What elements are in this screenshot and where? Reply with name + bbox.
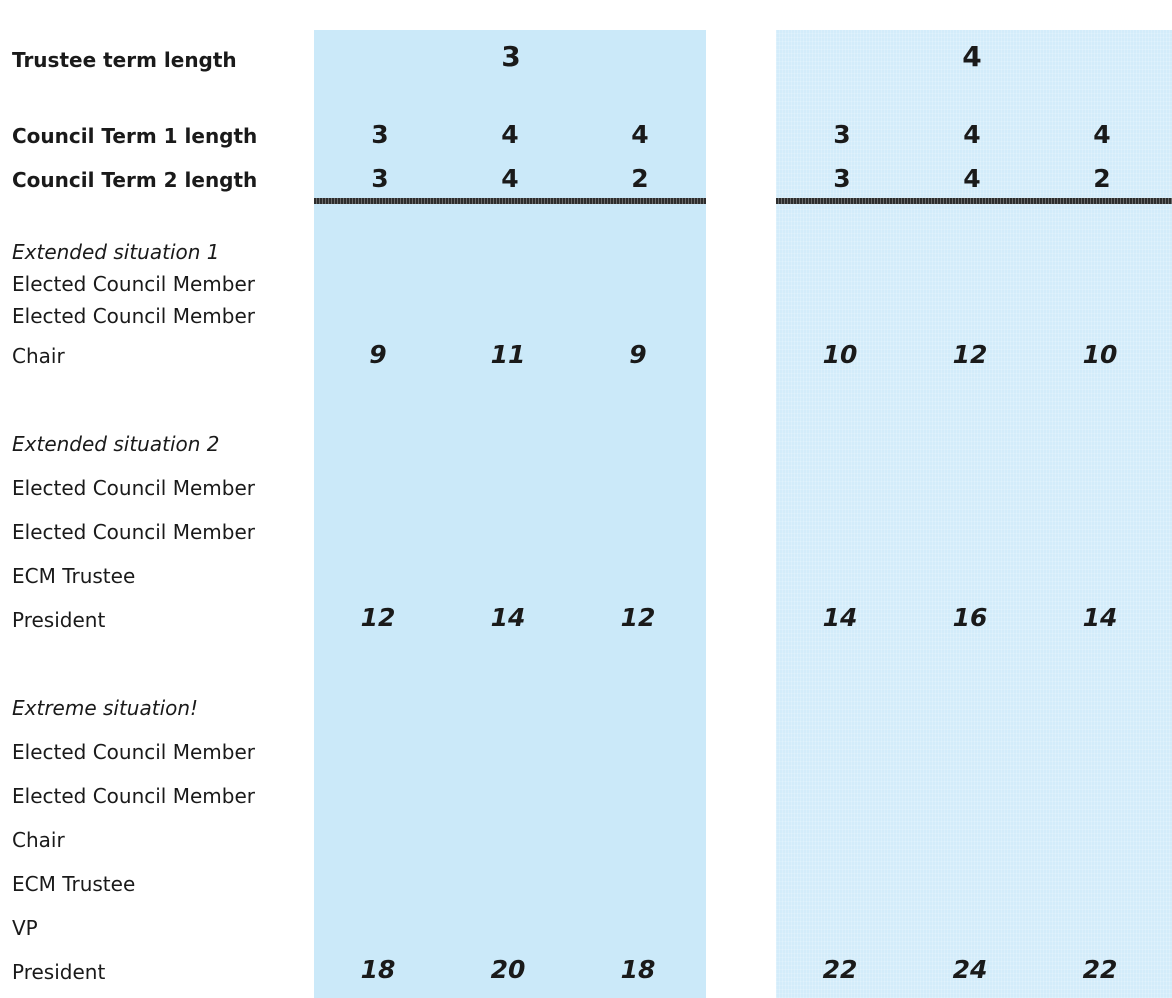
council-term2-label: Council Term 2 length (12, 168, 258, 192)
extreme-situation-total: 24 (952, 955, 988, 984)
council-term2-value: 3 (371, 164, 389, 193)
extended-situation-2-role: Elected Council Member (12, 520, 255, 544)
header-separator (314, 198, 706, 204)
council-term1-value: 4 (501, 120, 519, 149)
trustee-term-value: 4 (962, 40, 982, 73)
trustee-term-label: Trustee term length (12, 48, 237, 72)
council-term2-value: 2 (1093, 164, 1111, 193)
council-term1-value: 4 (963, 120, 981, 149)
council-term2-value: 3 (833, 164, 851, 193)
council-term2-value: 4 (963, 164, 981, 193)
extended-situation-2-role: ECM Trustee (12, 564, 136, 588)
extreme-situation-total: 18 (620, 955, 656, 984)
extreme-situation-title: Extreme situation! (12, 696, 199, 720)
extended-situation-1-total: 11 (490, 340, 526, 369)
extended-situation-1-role: Elected Council Member (12, 304, 255, 328)
extreme-situation-total: 18 (360, 955, 396, 984)
extreme-situation-role: Elected Council Member (12, 784, 255, 808)
extended-situation-1-total: 10 (822, 340, 858, 369)
council-term1-value: 3 (833, 120, 851, 149)
extreme-situation-role: ECM Trustee (12, 872, 136, 896)
extended-situation-1-total: 12 (952, 340, 988, 369)
extended-situation-1-role: Chair (12, 344, 65, 368)
extended-situation-1-total: 9 (629, 340, 647, 369)
council-term1-value: 4 (631, 120, 649, 149)
extended-situation-1-total: 9 (369, 340, 387, 369)
council-term1-value: 3 (371, 120, 389, 149)
extended-situation-1-title: Extended situation 1 (12, 240, 220, 264)
header-separator (776, 198, 1172, 204)
extended-situation-2-total: 14 (490, 603, 526, 632)
extended-situation-1-total: 10 (1082, 340, 1118, 369)
council-term2-value: 2 (631, 164, 649, 193)
extreme-situation-role: VP (12, 916, 38, 940)
extreme-situation-role: Chair (12, 828, 65, 852)
trustee-term-value: 3 (501, 40, 521, 73)
council-term2-value: 4 (501, 164, 519, 193)
extended-situation-2-role: Elected Council Member (12, 476, 255, 500)
extreme-situation-role: President (12, 960, 106, 984)
extreme-situation-total: 22 (822, 955, 858, 984)
extended-situation-2-total: 12 (620, 603, 656, 632)
extended-situation-2-total: 14 (822, 603, 858, 632)
extended-situation-2-total: 12 (360, 603, 396, 632)
extended-situation-1-role: Elected Council Member (12, 272, 255, 296)
extreme-situation-role: Elected Council Member (12, 740, 255, 764)
extreme-situation-total: 20 (490, 955, 526, 984)
extended-situation-2-title: Extended situation 2 (12, 432, 220, 456)
extended-situation-2-role: President (12, 608, 106, 632)
extreme-situation-total: 22 (1082, 955, 1118, 984)
extended-situation-2-total: 14 (1082, 603, 1118, 632)
council-term1-value: 4 (1093, 120, 1111, 149)
extended-situation-2-total: 16 (952, 603, 988, 632)
council-term1-label: Council Term 1 length (12, 124, 258, 148)
